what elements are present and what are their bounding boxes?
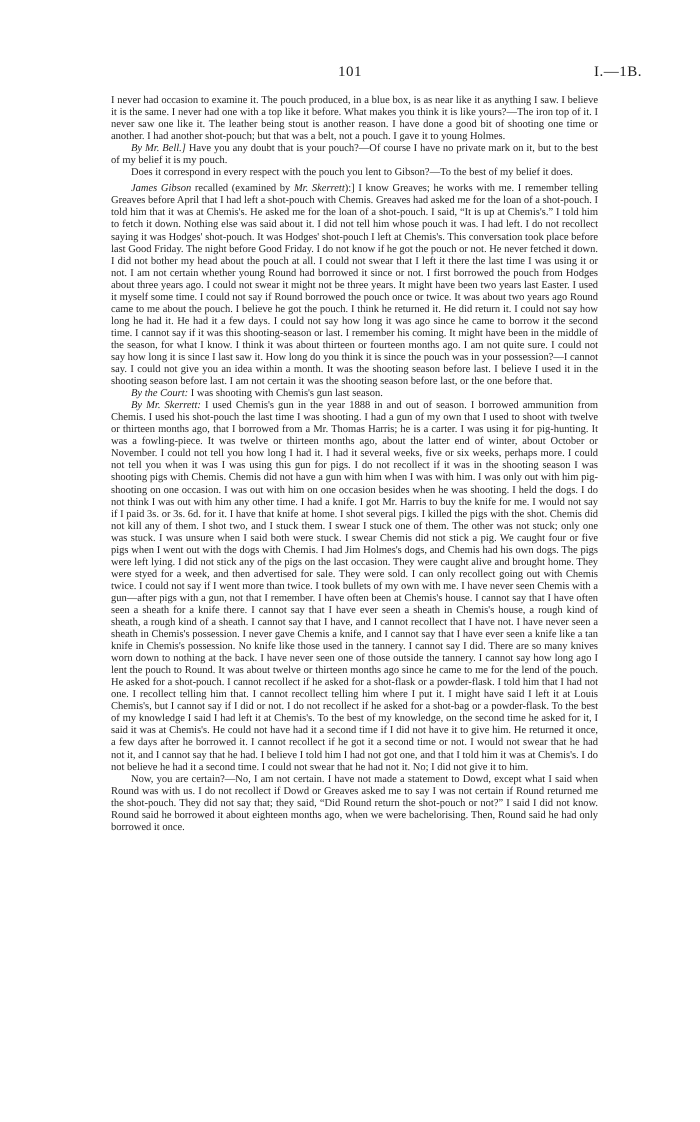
paragraph (111, 167, 598, 179)
paragraph-text: I know Greaves; he works with me. I remember telling Greaves before April that I had left a shot-pouch with Chemis. Greaves had asked me for the loan of a shot-pouch. I told him that it was at Chemis's. He asked me for the loan of a shot-pouch. I said, “It is up at Chemis's.” I told him to fetch it down. Nothing else was said about it. I did not tell him whose pouch it was. I had left. I do not recollect saying it was Hodges' shot-pouch. It was Hodges' shot-pouch I left at Chemis's. This conversation took place before last Good Friday. The night before Good Friday. I do not know if he got the pouch or not. He never fetched it down. I did not bother my head about the pouch at all. I could not swear that I left it there the last time I was using it or not. I am not certain whether young Round had borrowed it since or not. I first borrowed the pouch from Hodges about three years ago. I could not swear it might not be three years. It might have been two years last Easter. I used it myself some time. I could not say if Round borrowed the pouch once or twice. It was about two years ago Round came to me about the pouch. I believe he got the pouch. I think he returned it. He did return it. I could not say how long he had it. He had it a few days. I could not say how long it was ago since he came to borrow it the second time. I cannot say if it was this shooting-season or last. I remember his coming. It might have been in the middle of the season, for what I know. I think it was about thirteen or fourteen months ago. I am not quite sure. I could not say how long it is since I last saw it. How long do you think it is since the pouch was in your possession?—I cannot say. I could not give you an idea within a month. It was the shooting season before last. I believe I used it in the shooting season before last. I am not certain it was the shooting season before last, or the one before that. (111, 183, 598, 388)
paragraph (111, 388, 598, 400)
examiner-name: Mr. Skerrett (293, 183, 345, 195)
document-reference: I.—1B. (594, 64, 642, 80)
paragraph-text: I never had occasion to examine it. The pouch produced, in a blue box, is as near like it as anything I saw. I believe it is the same. I never had one with a top like it before. What makes you think it is like yours?—The iron top of it. I never saw one like it. The leather being stout is another reason. I have done a good bit of shooting one time or another. I had another shot-pouch; but that was a belt, not a pouch. I gave it to young Holmes. (111, 95, 598, 143)
paragraph (111, 774, 598, 834)
witness-intro: recalled (examined by (191, 183, 294, 195)
paragraph-text: Have you any doubt that is your pouch?—Of course I have no private mark on it, but to the best of my belief it is my pouch. (111, 143, 598, 167)
paragraph (111, 400, 598, 773)
paragraph (111, 143, 598, 167)
page-number: 101 (338, 64, 362, 80)
speaker-label: By the Court: (131, 388, 189, 400)
paragraph-text: Now, you are certain?—No, I am not certain. I have not made a statement to Dowd, except what I said when Round was with us. I do not recollect if Dowd or Greaves asked me to say I was not certain if Round returned me the shot-pouch. They did not say that; they said, “Did Round return the shot-pouch or not?” I said I did not know. Round said he borrowed it about eighteen months ago, when we were bachelorising. Then, Round said he had only borrowed it once. (111, 773, 598, 833)
paragraph-text: Does it correspond in every respect with the pouch you lent to Gibson?—To the best of my belief it does. (131, 167, 573, 179)
body-text (111, 95, 598, 834)
witness-name: James Gibson (131, 183, 192, 195)
speaker-label: By Mr. Skerrett: (131, 400, 201, 412)
witness-intro-end: ):] (344, 183, 355, 195)
paragraph-text: I used Chemis's gun in the year 1888 in and out of season. I borrowed ammunition from Chemis. I used his shot-pouch the last time I was shooting. I had a gun of my own that I used to shoot with twelve or thirteen months ago, that I borrowed from a Mr. Thomas Harris; he is a carter. I was using it for pig-hunting. It was a fowling-piece. It was twelve or thirteen months ago, about the latter end of winter, about October or November. I could not tell you how long I had it. I had it several weeks, five or six weeks, perhaps more. I could not tell you when it was I was using this gun for pigs. I do not recollect if it was in the shooting season I was shooting pigs with Chemis. Chemis did not have a gun with him when I was with him. I was only out with him pig-shooting on one occasion. I was out with him on one occasion besides when he was shooting. I held the dogs. I do not think I was out with him any other time. I had a knife. I got Mr. Harris to buy the knife for me. I would not say if I paid 3s. or 3s. 6d. for it. I have that knife at home. I shot several pigs. I killed the pigs with the shot. Chemis did not kill any of them. I shot two, and I stuck them. I swear I stuck one of them. The other was not stuck; only one was stuck. I was unsure when I said both were stuck. I swear Chemis did not stick a pig. We caught four or five pigs when I went out with the dogs with Chemis. I had Jim Holmes's dogs, and Chemis had his own dogs. The pigs were left lying. I did not stick any of the pigs on the last occasion. They were caught alive and brought home. They were styed for a week, and then advertised for sale. They were sold. I can only recollect going out with Chemis twice. I could not say if I went more than twice. I took bullets of my own with me. I have never seen Chemis with a gun—after pigs with a gun, not that I remember. I have often been at Chemis's house. I cannot say that I have often seen a sheath for a knife there. I cannot say that I have ever seen a sheath in Chemis's house, a rough kind of sheath, a rough kind of a sheath. I cannot say that I have, and I cannot recollect that I have not. I have never seen a sheath in Chemis's possession. I never gave Chemis a knife, and I cannot say that I have ever seen a knife like a tan knife in Chemis's possession. No knife like those used in the tannery. I cannot say I did. There are so many knives worn down to nothing at the back. I have never seen one of those outside the tannery. I cannot say how long ago I lent the pouch to Round. It was about twelve or thirteen months ago since he came to me for the lend of the pouch. He asked for a shot-pouch. I cannot recollect if he asked for a shot-flask or a powder-flask. I told him that I had not one. I recollect telling him that. I cannot recollect telling him where I put it. I might have said I left it at Louis Chemis's, but I cannot say if I did or not. I do not recollect if he asked for a shot-bag or a powder-flask. To the best of my knowledge I said I had left it at Chemis's. To the best of my knowledge, on the second time he asked for it, I said it was at Chemis's. He could not have had it a second time if I did not have it to give him. He returned it once, a few days after he borrowed it. I cannot recollect if he got it a second time or not. I would not swear that he had not it, and I cannot say that he had. I believe I told him I had not got one, and that I told him it was at Chemis's. I do not believe he had it a second time. I could not swear that he had not it. No; I did not give it to him. (111, 400, 598, 773)
speaker-label: By Mr. Bell.] (131, 143, 186, 155)
paragraph (111, 183, 598, 388)
paragraph (111, 95, 598, 143)
paragraph-text: I was shooting with Chemis's gun last season. (188, 388, 383, 400)
